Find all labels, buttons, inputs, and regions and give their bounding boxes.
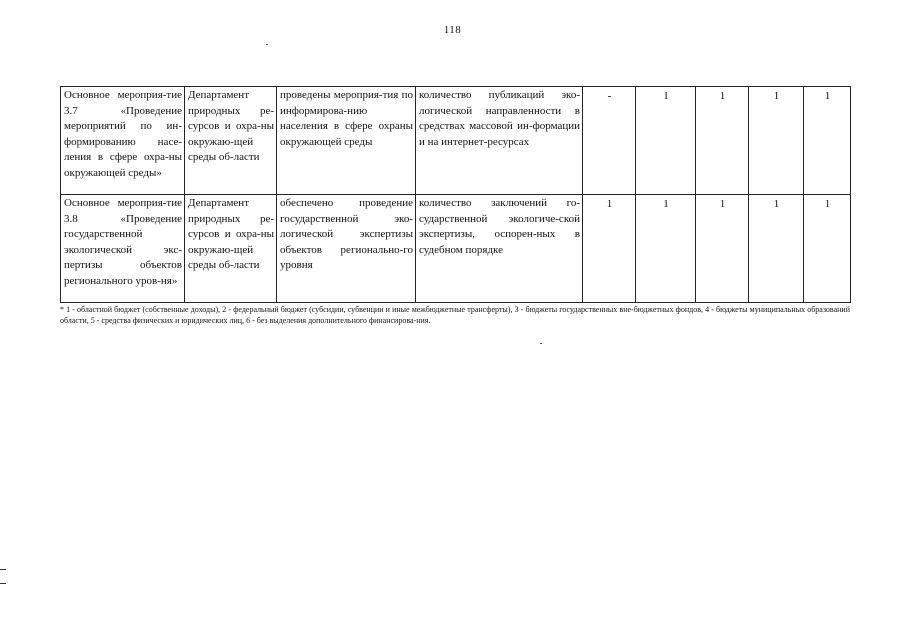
value-cell: 1	[696, 87, 749, 195]
value-cell: 1	[749, 87, 804, 195]
margin-mark	[0, 583, 6, 584]
page-number: 118	[443, 24, 462, 36]
table-row	[61, 195, 851, 303]
executor-cell: Департамент природных ре-сурсов и охра-ны окружаю-щей среды об-ласти	[185, 87, 277, 195]
table-row	[61, 87, 851, 195]
event-cell: Основное мероприя-тие 3.8 «Проведение государственной экологической экс-пертизы объектов регионального уров-ня»	[61, 195, 185, 303]
value-cell: 1	[804, 87, 851, 195]
value-cell: 1	[636, 87, 696, 195]
value-cell: 1	[696, 195, 749, 303]
indicator-cell: количество заключений го-сударственной экологиче-ской экспертизы, оспорен-ных в судебном порядке	[416, 195, 583, 303]
value-cell: 1	[749, 195, 804, 303]
value-cell: 1	[583, 195, 636, 303]
scan-speck	[266, 44, 268, 45]
value-cell: 1	[636, 195, 696, 303]
result-cell: проведены мероприя-тия по информирова-нию населения в сфере охраны окружающей среды	[277, 87, 416, 195]
value-cell: -	[583, 87, 636, 195]
scan-speck	[540, 343, 542, 344]
footnote: * 1 - областной бюджет (собственные доходы), 2 - федеральный бюджет (субсидии, субвенции и иные межбюджетные трансферты), 3 - бюджеты государственных вне-бюджетных фондов, 4 - бюджеты муниципальных образований области, 5 - средства физических и юридических лиц, 6 - без выделения дополнительного финансирова-ния.	[60, 305, 850, 325]
margin-mark	[0, 569, 6, 570]
event-cell: Основное мероприя-тие 3.7 «Проведение мероприятий по ин-формированию насе-ления в сфере охра-ны окружающей среды»	[61, 87, 185, 195]
result-cell: обеспечено проведение государственной эко-логической экспертизы объектов регионально-го уровня	[277, 195, 416, 303]
value-cell: 1	[804, 195, 851, 303]
executor-cell: Департамент природных ре-сурсов и охра-ны окружаю-щей среды об-ласти	[185, 195, 277, 303]
indicator-cell: количество публикаций эко-логической направленности в средствах массовой ин-формации и на интернет-ресурсах	[416, 87, 583, 195]
activities-table	[60, 86, 851, 303]
